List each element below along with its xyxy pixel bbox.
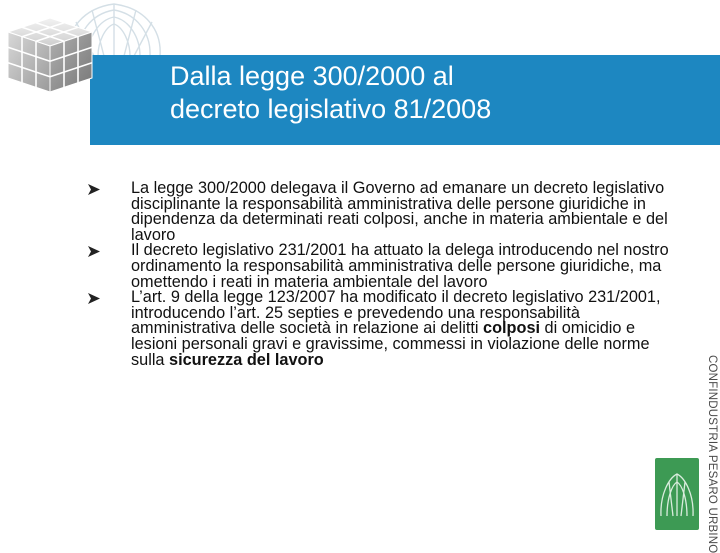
bullet-text-2: Il decreto legislativo 231/2001 ha attuato la delega introducendo nel nostro ordinamento la responsabilità amministrativa delle persone giuridiche, ma omettendo i reati in materia ambientale del lavoro [131, 241, 669, 291]
bullet-list [88, 181, 684, 368]
confindustria-logo-icon [655, 458, 699, 530]
cube-logo-icon [0, 14, 100, 96]
bullet-item-3 [88, 290, 684, 368]
arrow-bullet-icon [88, 184, 100, 195]
arrow-bullet-icon [88, 246, 100, 257]
title-line-2: decreto legislativo 81/2008 [170, 94, 492, 124]
bullet-text-3-bold-sicurezza: sicurezza del lavoro [169, 350, 324, 369]
slide-title [170, 60, 690, 126]
vertical-brand [700, 355, 718, 553]
bullet-text-3c: di omicidio e lesioni personali gravi e gravissime, commessi in violazione delle norme sulla [131, 319, 650, 369]
bullet-item-1 [88, 181, 684, 243]
vertical-brand-text: CONFINDUSTRIA PESARO URBINO [706, 355, 718, 553]
arrow-bullet-icon [88, 293, 100, 304]
bullet-text-1: La legge 300/2000 delegava il Governo ad emanare un decreto legislativo disciplinante la responsabilità amministrativa delle persone giuridiche in dipendenza da determinati reati colposi, anche in materia ambientale e del lavoro [131, 179, 668, 244]
bullet-item-2 [88, 243, 684, 290]
title-line-1: Dalla legge 300/2000 al [170, 61, 454, 91]
bullet-text-3a: L’art. 9 della legge 123/2007 ha modificato il decreto legislativo 231/2001, introducendo l’art. 25 septies e prevedendo una responsabilità amministrativa delle società in relazione ai delitti [131, 288, 661, 338]
bullet-text-3-bold-colposi: colposi [483, 319, 541, 338]
